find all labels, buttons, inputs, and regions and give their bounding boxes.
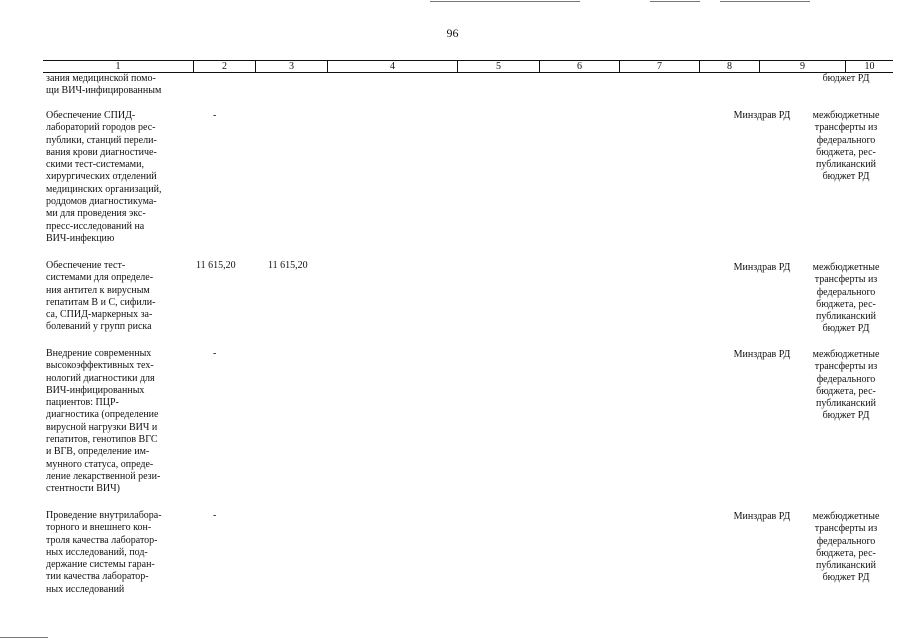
- column-header-4: 4: [327, 61, 457, 72]
- scan-edge-line: [430, 1, 580, 2]
- row-4-funding-source: межбюджетные трансферты из федерального бюджета, рес- публиканский бюджет РД: [812, 511, 880, 584]
- scan-edge-line: [0, 637, 48, 638]
- table-header-row: [43, 60, 893, 73]
- row-2-col2-value: 11 615,20: [196, 260, 236, 271]
- row-1-description: Обеспечение СПИД- лабораторий городов рес- публики, станций перели- вания крови диагностиче- скими тест-системами, хирургических отделений медицинских организаций, роддомов диагностикума- ми для проведения экс- пресс-исследований на ВИЧ-инфекцию: [46, 110, 162, 244]
- column-header-7: 7: [619, 61, 699, 72]
- continuation-description: зания медицинской помо- щи ВИЧ-инфицированным: [46, 73, 162, 97]
- row-1-responsible: Минздрав РД: [733, 110, 791, 121]
- continuation-funding-source: бюджет РД: [822, 73, 870, 84]
- row-1-funding-source: межбюджетные трансферты из федерального бюджета, рес- публиканский бюджет РД: [812, 110, 880, 183]
- column-header-2: 2: [193, 61, 255, 72]
- column-header-5: 5: [457, 61, 539, 72]
- row-1-col2-value: -: [213, 110, 217, 121]
- row-4-col2-value: -: [213, 510, 217, 521]
- row-3-col2-value: -: [213, 348, 217, 359]
- column-header-1: 1: [115, 61, 121, 72]
- column-header-10: 10: [845, 61, 893, 72]
- column-header-9: 9: [759, 61, 845, 72]
- column-header-3: 3: [255, 61, 327, 72]
- column-header-8: 8: [699, 61, 759, 72]
- row-4-description: Проведение внутрилабора- торного и внешнего кон- троля качества лаборатор- ных исследований, под- держание системы гаран- тии качества лаборатор- ных исследований: [46, 510, 162, 595]
- row-2-responsible: Минздрав РД: [733, 262, 791, 273]
- row-2-description: Обеспечение тест- системами для определе- ния антител к вирусным гепатитам В и С, сифили- са, СПИД-маркерных за- болеваний у групп риска: [46, 260, 156, 333]
- column-header-6: 6: [539, 61, 619, 72]
- row-4-responsible: Минздрав РД: [733, 511, 791, 522]
- row-2-col3-value: 11 615,20: [268, 260, 308, 271]
- scan-edge-line: [720, 1, 810, 2]
- scan-edge-line: [650, 1, 700, 2]
- row-3-description: Внедрение современных высокоэффективных тех- нологий диагностики для ВИЧ-инфицированных пациентов: ПЦР- диагностика (определение вирусной нагрузки ВИЧ и гепатитов, генотипов ВГС и ВГВ, определение им- мунного статуса, опреде- ление лекарственной рези- стентности ВИЧ): [46, 348, 161, 495]
- row-3-responsible: Минздрав РД: [733, 349, 791, 360]
- row-2-funding-source: межбюджетные трансферты из федерального бюджета, рес- публиканский бюджет РД: [812, 262, 880, 335]
- page-number: 96: [446, 26, 459, 40]
- row-3-funding-source: межбюджетные трансферты из федерального бюджета, рес- публиканский бюджет РД: [812, 349, 880, 422]
